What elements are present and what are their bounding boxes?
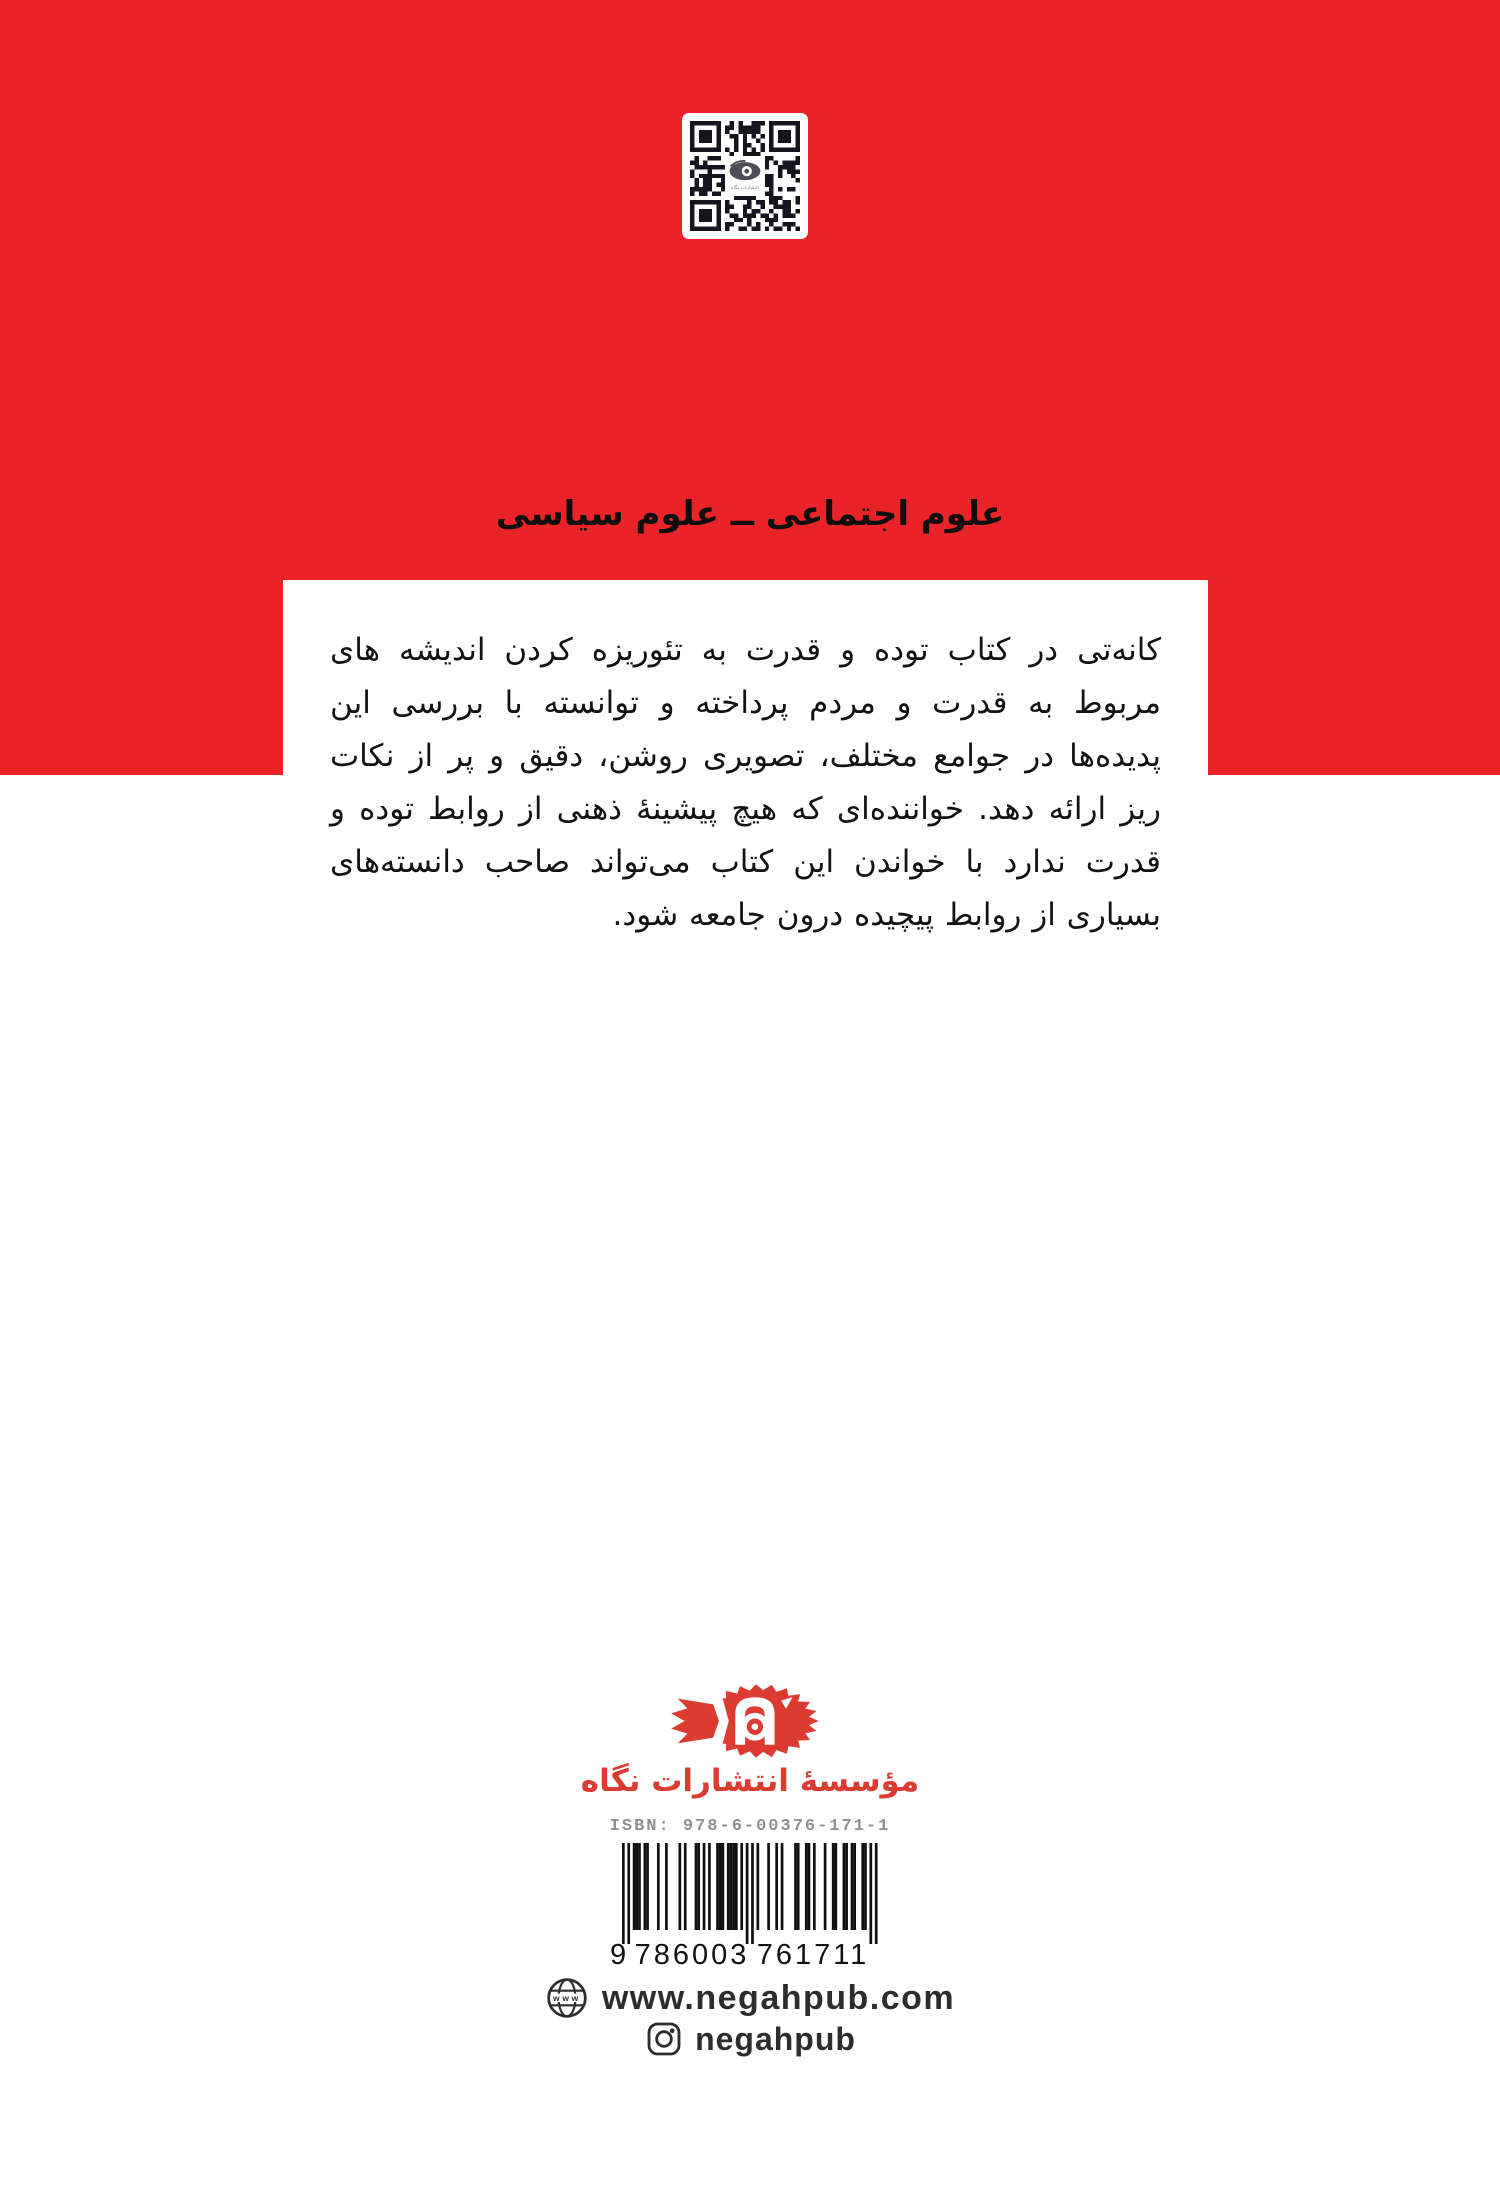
instagram-line xyxy=(0,2019,1500,2059)
eye-logo-icon xyxy=(660,1674,840,1768)
barcode-graphic xyxy=(608,1840,892,1970)
qr-center-eye-icon xyxy=(730,161,761,180)
description-box xyxy=(283,580,1208,992)
publisher-logo xyxy=(660,1674,840,1768)
qr-code xyxy=(682,113,808,239)
globe-www-icon xyxy=(545,1976,589,2020)
barcode-digits-left: 786003 xyxy=(634,1939,750,1970)
category-label: علوم اجتماعی ــ علوم سیاسی xyxy=(495,494,1005,534)
svg-text:www: www xyxy=(552,1992,581,2003)
qr-caption: انتشارات نگاه xyxy=(731,185,759,191)
barcode-digit-lead: 9 xyxy=(610,1939,627,1970)
website-line xyxy=(0,1976,1500,2020)
isbn-label: ISBN: 978-6-00376-171-1 xyxy=(609,1817,891,1836)
instagram-icon xyxy=(644,2019,684,2059)
description-text: کانه‌تی در کتاب توده و قدرت به تئوریزه کردن اندیشه های مربوط به قدرت و مردم پرداخته و توانسته با بررسی این پدیده‌ها در جوامع مختلف، تصویری روشن، دقیق و پر از نکات ریز ارائه دهد. خواننده‌ای که هیچ پیشینهٔ ذهنی از روابط توده و قدرت ندارد با خواندن این کتاب می‌تواند صاحب دانسته‌های بسیاری از روابط پیچیده درون جامعه شود. xyxy=(330,632,1161,933)
qr-code-graphic xyxy=(690,121,800,231)
instagram-handle: negahpub xyxy=(695,2020,856,2057)
isbn-barcode xyxy=(608,1840,892,1970)
publisher-name: مؤسسهٔ انتشارات نگاه xyxy=(580,1763,920,1799)
website-url: www.negahpub.com xyxy=(601,1978,956,2017)
barcode-digits-right: 761711 xyxy=(756,1939,870,1970)
